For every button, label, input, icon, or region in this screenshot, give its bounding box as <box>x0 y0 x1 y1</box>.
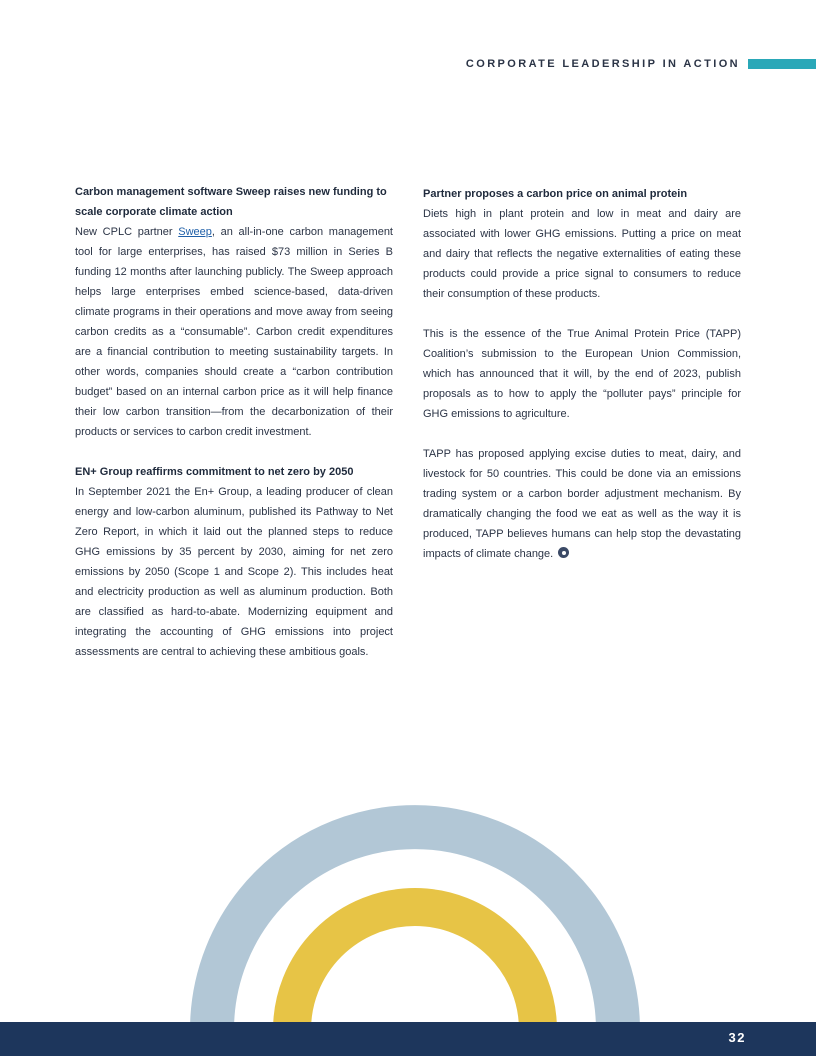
article-sweep-title: Carbon management software Sweep raises new funding to scale corporate climate action <box>75 186 387 218</box>
article-tapp-paragraph-1: Diets high in plant protein and low in meat and dairy are associated with lower GHG emissions. Putting a price on meat and dairy that reflects the negative externalities of eating these products could provide a price signal to consumers to reduce their consumption of these products. <box>423 208 741 300</box>
running-header <box>466 57 816 71</box>
inner-arc <box>292 907 538 1030</box>
right-column <box>423 184 741 564</box>
article-tapp-title: Partner proposes a carbon price on animal protein <box>423 188 688 200</box>
section-title: CORPORATE LEADERSHIP IN ACTION <box>465 58 740 70</box>
article-sweep-body <box>75 222 393 442</box>
end-of-article-icon <box>558 547 569 558</box>
article-en-group-body: In September 2021 the En+ Group, a leading producer of clean energy and low-carbon aluminum, published its Pathway to Net Zero Report, in which it laid out the planned steps to reduce GHG emissions by 35 percent by 2030, aiming for net zero emissions by 2050 (Scope 1 and Scope 2). This includes heat and electricity production as well as aluminum production. Both are classified as hard-to-abate. Modernizing equipment and integrating the accounting of GHG emissions into project assessments are central to achieving these ambitious goals. <box>75 486 393 658</box>
article-sweep-intro: New CPLC partner <box>75 226 179 238</box>
page-number: 32 <box>728 1030 746 1045</box>
article-sweep-text: , an all-in-one carbon management tool for large enterprises, has raised $73 million in Series B funding 12 months after launching publicly. The Sweep approach helps large enterprises embed science-based, data-driven climate programs in their operations and move away from seeing carbon credits as a “consumable”. Carbon credit expenditures are a financial contribution to meeting sustainability targets. In other words, companies should create a “carbon contribution budget” based on an internal carbon price as it will help finance their low carbon transition—from the decarbonization of their products or services to carbon credit investment. <box>75 226 393 438</box>
article-tapp-paragraph-3 <box>423 444 741 564</box>
article-tapp-paragraph-2: This is the essence of the True Animal Protein Price (TAPP) Coalition’s submission to the European Union Commission, which has announced that it will, by the end of 2023, publish proposals as to how to apply the “polluter pays” principle for GHG emissions to agriculture. <box>423 328 741 420</box>
sweep-link[interactable]: Sweep <box>178 226 212 238</box>
footer-bar <box>0 1022 816 1056</box>
accent-bar <box>748 59 816 69</box>
article-en-group-title: EN+ Group reaffirms commitment to net zero by 2050 <box>75 466 354 478</box>
rainbow-graphic <box>0 780 816 1030</box>
left-column <box>75 182 393 662</box>
article-tapp-paragraph-3-text: TAPP has proposed applying excise duties to meat, dairy, and livestock for 50 countries. This could be done via an emissions trading system or a carbon border adjustment mechanism. By dramatically changing the food we eat as well as the way it is produced, TAPP believes humans can help stop the devastating impacts of climate change. <box>423 448 741 560</box>
outer-arc <box>212 827 618 1030</box>
